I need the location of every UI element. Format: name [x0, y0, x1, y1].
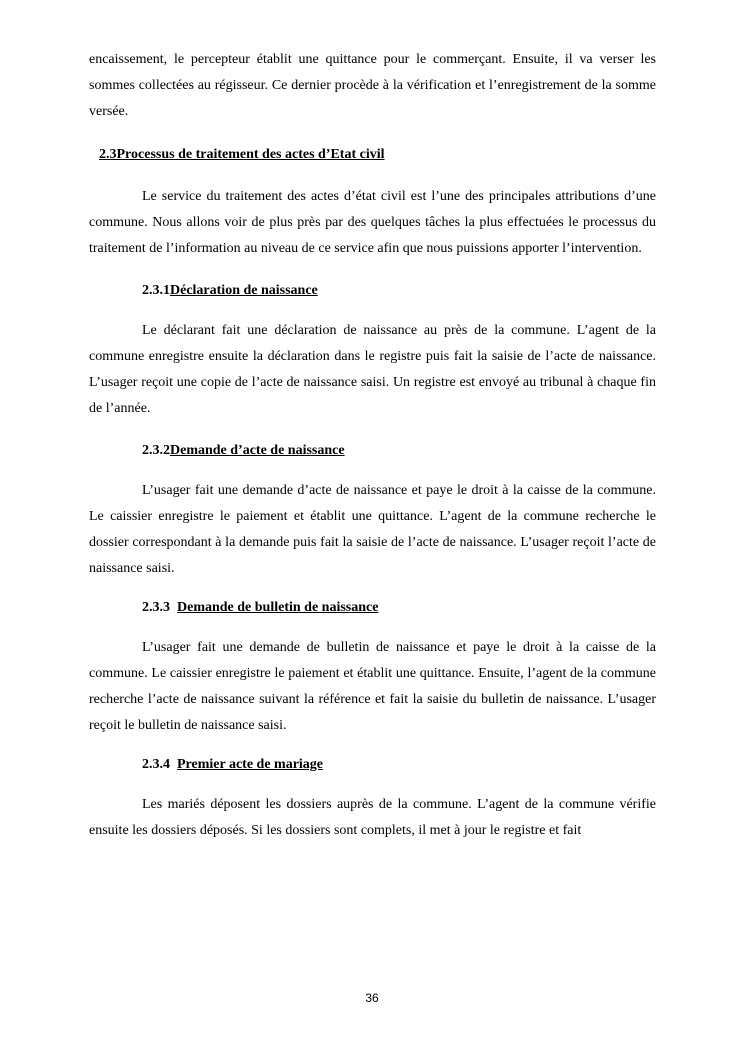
page-number: 36 — [365, 991, 379, 1005]
subsection-number: 2.3.4 — [142, 757, 177, 772]
subsection-number: 2.3.2 — [142, 443, 170, 458]
intro-paragraph: encaissement, le percepteur établit une quittance pour le commerçant. Ensuite, il va verser les sommes collectées au régisseur. Ce dernier procède à la vérification et l’enregistrement de la somme versée. — [89, 52, 656, 119]
section-title: 2.3Processus de traitement des actes d’Etat civil — [99, 147, 385, 162]
document-page — [89, 47, 656, 844]
subsection-heading-2-3-3 — [89, 595, 656, 621]
subsection-number: 2.3.3 — [142, 600, 177, 615]
subsection-title: Déclaration de naissance — [170, 283, 318, 298]
subsection-heading-2-3-2 — [89, 438, 656, 464]
subsection-number: 2.3.1 — [142, 283, 170, 298]
subsection-title: Demande de bulletin de naissance — [177, 600, 379, 615]
subsection-heading-2-3-4 — [89, 752, 656, 778]
subsection-heading-2-3-1 — [89, 278, 656, 304]
section-intro-paragraph: Le service du traitement des actes d’état civil est l’une des principales attributions d’une commune. Nous allons voir de plus près par des quelques tâches la plus effectuées le processus du traitement de l’information au niveau de ce service afin que nous puissions apporter l’intervention. — [89, 189, 656, 256]
subsection-title: Demande d’acte de naissance — [170, 443, 345, 458]
subsection-paragraph-2-3-2: L’usager fait une demande d’acte de naissance et paye le droit à la caisse de la commune. Le caissier enregistre le paiement et établit une quittance. L’agent de la commune recherche le dossier correspondant à la demande puis fait la saisie de l’acte de naissance. L’usager reçoit l’acte de naissance saisi. — [89, 483, 656, 576]
subsection-paragraph-2-3-1: Le déclarant fait une déclaration de naissance au près de la commune. L’agent de la commune enregistre ensuite la déclaration dans le registre puis fait la saisie de l’acte de naissance. L’usager reçoit une copie de l’acte de naissance saisi. Un registre est envoyé au tribunal à chaque fin de l’année. — [89, 323, 656, 416]
section-heading — [89, 142, 656, 168]
subsection-paragraph-2-3-4: Les mariés déposent les dossiers auprès de la commune. L’agent de la commune vérifie ensuite les dossiers déposés. Si les dossiers sont complets, il met à jour le registre et fait — [89, 797, 656, 838]
subsection-title: Premier acte de mariage — [177, 757, 324, 772]
subsection-paragraph-2-3-3: L’usager fait une demande de bulletin de naissance et paye le droit à la caisse de la commune. Le caissier enregistre le paiement et établit une quittance. Ensuite, l’agent de la commune recherche l’acte de naissance suivant la référence et fait la saisie du bulletin de naissance. L’usager reçoit le bulletin de naissance saisi. — [89, 640, 656, 733]
